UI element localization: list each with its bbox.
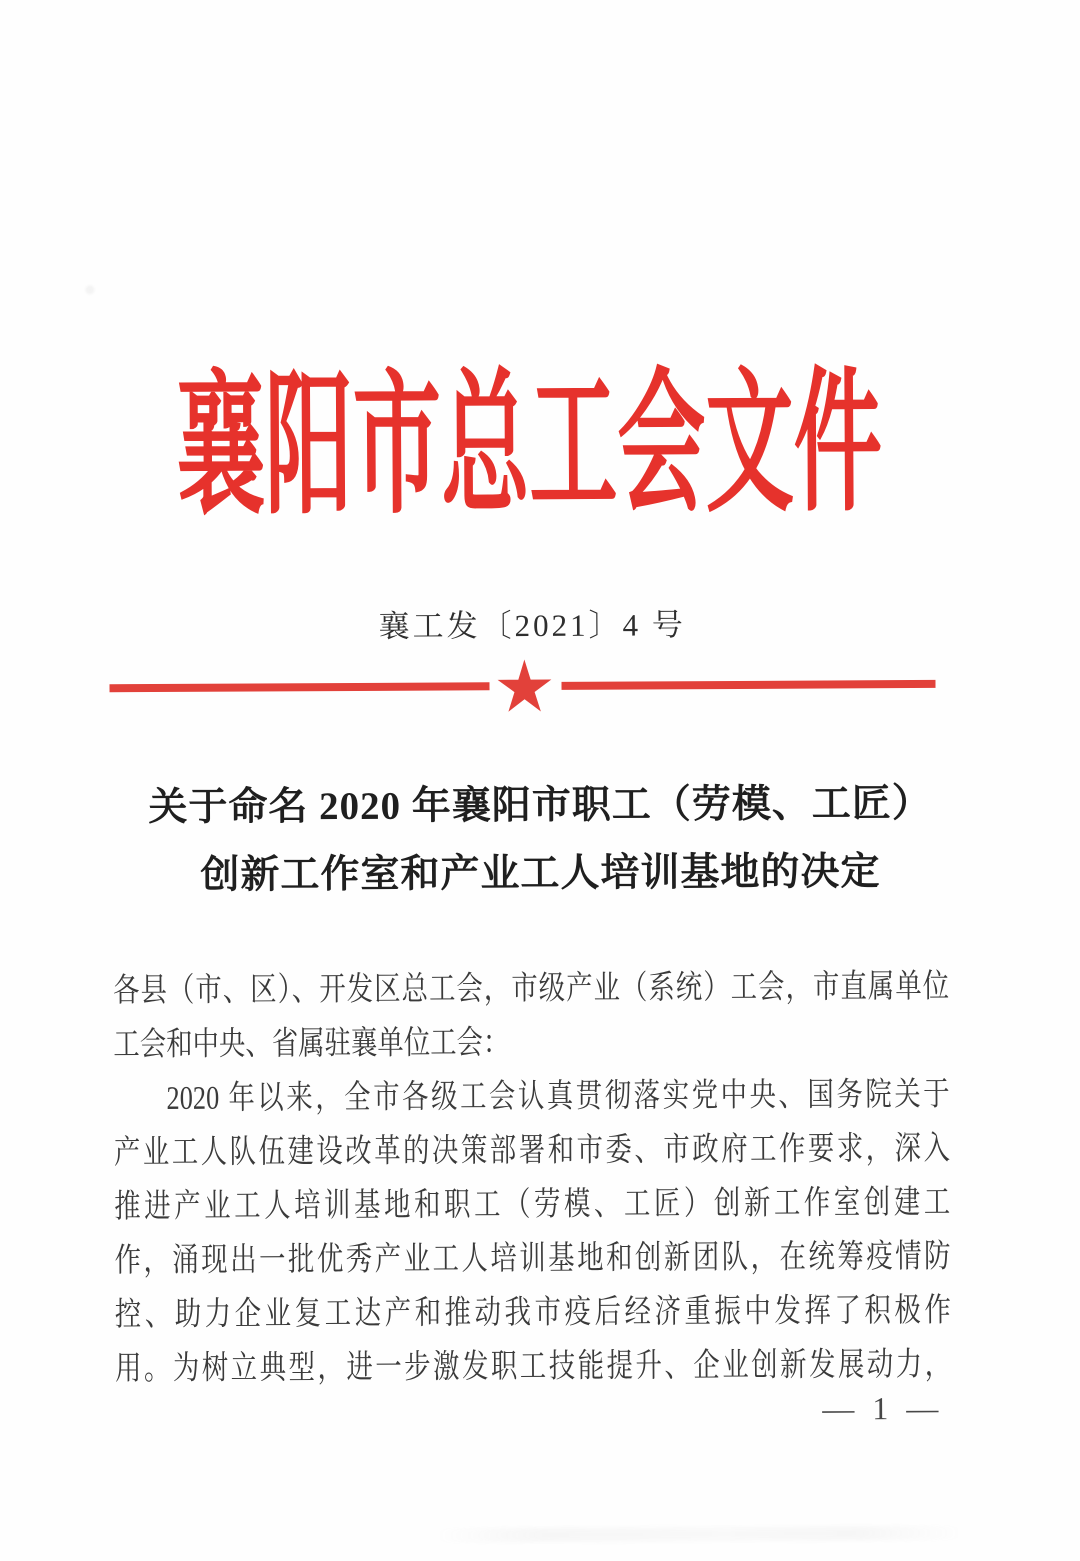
document-number: 襄工发〔2021〕4 号 <box>378 607 686 644</box>
red-rule-left <box>109 682 489 692</box>
body-line: 推进产业工人培训基地和职工（劳模、工匠）创新工作室创建工 <box>114 1184 951 1226</box>
body-line: 产业工人队伍建设改革的决策部署和市委、市政府工作要求，深入 <box>113 1130 951 1172</box>
scan-smudge <box>434 1526 964 1543</box>
document-title-line1: 关于命名 2020 年襄阳市职工（劳模、工匠） <box>148 781 932 830</box>
scan-smudge <box>85 285 94 294</box>
star-icon <box>496 658 552 713</box>
document-body <box>113 960 951 1396</box>
body-line: 各县（市、区）、开发区总工会，市级产业（系统）工会，市直属单位 <box>113 968 950 1010</box>
red-rule-right <box>561 680 935 690</box>
page-number: — 1 — <box>822 1389 944 1427</box>
body-line: 控、助力企业复工达产和推动我市疫后经济重振中发挥了积极作 <box>114 1292 951 1334</box>
document-title <box>0 769 1080 911</box>
body-line: 2020 年以来，全市各级工会认真贯彻落实党中央、国务院关于 <box>166 1076 950 1117</box>
body-line: 作，涌现出一批优秀产业工人培训基地和创新团队，在统筹疫情防 <box>114 1238 951 1280</box>
org-header-title: 襄阳市总工会文件 <box>176 358 883 534</box>
body-line: 用。为树立典型，进一步激发职工技能提升、企业创新发展动力， <box>114 1346 952 1388</box>
document-title-line2: 创新工作室和产业工人培训基地的决定 <box>200 850 881 897</box>
body-line: 工会和中央、省属驻襄单位工会： <box>113 1025 510 1064</box>
